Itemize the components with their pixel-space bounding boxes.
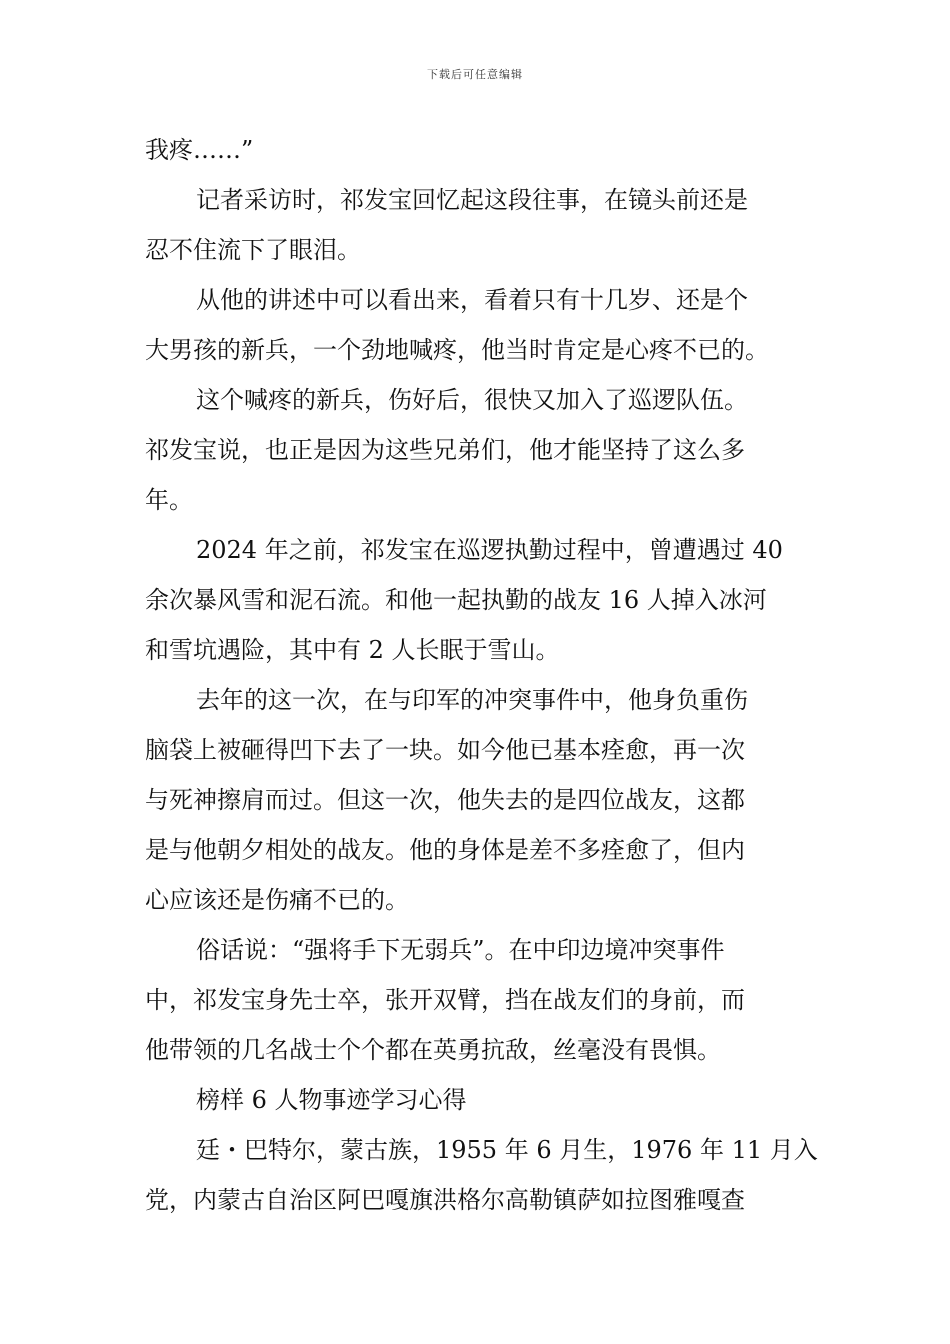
text-line: 大男孩的新兵，一个劲地喊疼，他当时肯定是心疼不已的。	[145, 336, 769, 364]
text-line: 脑袋上被砸得凹下去了一块。如今他已基本痊愈，再一次	[145, 736, 745, 764]
text-line: 党，内蒙古自治区阿巴嘎旗洪格尔高勒镇萨如拉图雅嘎查	[145, 1186, 745, 1214]
text-line: 俗话说：“强将手下无弱兵”。在中印边境冲突事件	[196, 936, 725, 964]
document-body	[145, 128, 818, 1228]
text-line: 年。	[145, 486, 193, 514]
text-line: 这个喊疼的新兵，伤好后，很快又加入了巡逻队伍。	[196, 386, 748, 414]
text-line: 和雪坑遇险，其中有 2 人长眠于雪山。	[145, 636, 560, 664]
text-line: 从他的讲述中可以看出来，看着只有十几岁、还是个	[196, 286, 748, 314]
text-line: 廷・巴特尔，蒙古族，1955 年 6 月生，1976 年 11 月入	[196, 1136, 818, 1164]
text-line: 余次暴风雪和泥石流。和他一起执勤的战友 16 人掉入冰河	[145, 586, 767, 614]
text-line: 忍不住流下了眼泪。	[145, 236, 361, 264]
page-header: 下载后可任意编辑	[427, 68, 523, 81]
text-line: 记者采访时，祁发宝回忆起这段往事，在镜头前还是	[196, 186, 748, 214]
text-line: 他带领的几名战士个个都在英勇抗敌，丝毫没有畏惧。	[145, 1036, 721, 1064]
text-line: 心应该还是伤痛不已的。	[145, 886, 409, 914]
section-heading: 榜样 6 人物事迹学习心得	[196, 1086, 467, 1114]
text-line: 与死神擦肩而过。但这一次，他失去的是四位战友，这都	[145, 786, 745, 814]
text-line: 祁发宝说，也正是因为这些兄弟们，他才能坚持了这么多	[145, 436, 745, 464]
text-line: 是与他朝夕相处的战友。他的身体是差不多痊愈了，但内	[145, 836, 745, 864]
text-line: 去年的这一次，在与印军的冲突事件中，他身负重伤	[196, 686, 748, 714]
text-line: 我疼……”	[145, 136, 254, 164]
text-line: 2024 年之前，祁发宝在巡逻执勤过程中，曾遭遇过 40	[196, 536, 783, 564]
text-line: 中，祁发宝身先士卒，张开双臂，挡在战友们的身前，而	[145, 986, 745, 1014]
